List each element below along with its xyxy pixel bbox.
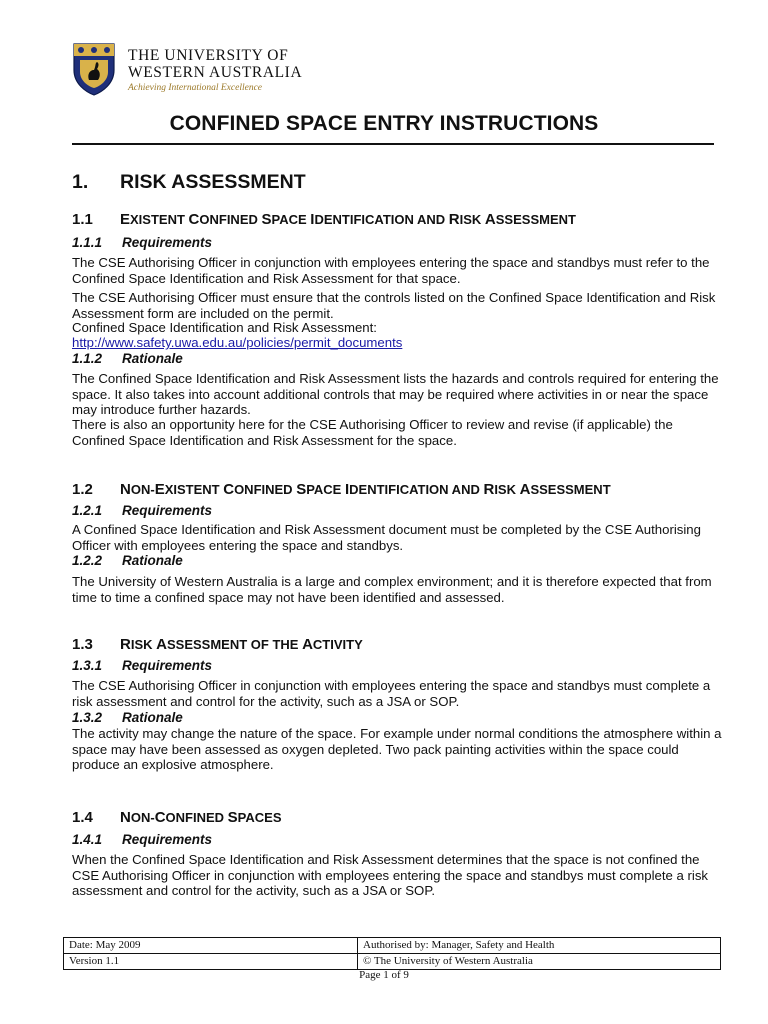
section-1-1-1-number: 1.1.1 [72,235,103,250]
section-1-3-1-number: 1.3.1 [72,658,103,673]
footer-date: Date: May 2009 [64,938,358,954]
footer-version: Version 1.1 [64,954,358,970]
paragraph: The activity may change the nature of the space. For example under normal conditions the atmosphere within a space may have been assessed as oxygen depleted. Two pack painting activities within the space could produce an explosive atmosphere. [72,726,722,772]
permit-documents-link-row [72,335,722,351]
section-1-4-1-title: Requirements [122,832,213,847]
section-1-3-1-title: Requirements [122,658,213,673]
paragraph: The CSE Authorising Officer in conjunction with employees entering the space and standbys must complete a risk assessment and control for the activity, such as a JSA or SOP. [72,678,711,709]
footer-table [63,937,721,970]
section-1-3-1-heading [72,658,212,673]
section-1-1-1-heading [72,235,212,250]
section-1-4-1-heading [72,832,212,847]
section-1-3-title: RISK ASSESSMENT OF THE ACTIVITY [120,636,363,653]
section-1-3-2-heading [72,710,183,725]
paragraph: A Confined Space Identification and Risk Assessment document must be completed by the CSE Authorising Officer with employees entering the space and standbys. [72,522,701,553]
section-1-2-2-number: 1.2.2 [72,553,103,568]
section-1-4-title: NON-CONFINED SPACES [120,809,282,826]
section-1-1-1-title: Requirements [122,235,213,250]
section-1-1-title: EXISTENT CONFINED SPACE IDENTIFICATION AND RISK ASSESSMENT [120,211,576,228]
university-name [128,47,302,81]
university-motto: Achieving International Excellence [128,83,262,93]
section-1-2-heading [72,481,611,498]
section-1-2-2-heading [72,553,183,568]
footer-copyright: © The University of Western Australia [358,954,721,970]
section-1-1-2-heading [72,351,183,366]
section-1-2-1-title: Requirements [122,503,213,518]
university-name-line2: WESTERN AUSTRALIA [128,64,303,81]
table-row [64,938,721,954]
section-1-2-number: 1.2 [72,481,93,498]
document-title: CONFINED SPACE ENTRY INSTRUCTIONS [169,112,599,135]
university-crest-icon [72,42,116,96]
section-1-4-heading [72,809,282,826]
paragraph: The University of Western Australia is a large and complex environment; and it is therefore expected that from time to time a confined space may not have been identified and assessed. [72,574,712,605]
section-1-1-2-title: Rationale [122,351,183,366]
section-1-3-2-title: Rationale [122,710,183,725]
section-1-1-heading [72,211,576,228]
paragraph: The CSE Authorising Officer in conjunction with employees entering the space and standbys must refer to the Confined Space Identification and Risk Assessment for that space. [72,255,710,286]
section-1-3-number: 1.3 [72,636,93,653]
permit-documents-link[interactable]: http://www.safety.uwa.edu.au/policies/permit_documents [72,335,403,350]
section-1-2-title: NON-EXISTENT CONFINED SPACE IDENTIFICATION AND RISK ASSESSMENT [120,481,611,498]
table-row [64,954,721,970]
section-1-2-1-heading [72,503,212,518]
section-1-3-heading [72,636,363,653]
section-1-number: 1. [72,171,89,193]
section-1-title: RISK ASSESSMENT [120,171,306,193]
section-1-heading [72,171,306,194]
section-1-4-number: 1.4 [72,809,93,826]
footer-authorised: Authorised by: Manager, Safety and Health [358,938,721,954]
page-number: Page 1 of 9 [359,969,409,981]
paragraph: The CSE Authorising Officer must ensure that the controls listed on the Confined Space Identification and Risk Assessment form are included on the permit. [72,290,716,321]
paragraph: The Confined Space Identification and Risk Assessment lists the hazards and controls required for entering the space. It also takes into account additional controls that may be required where activities in or near the space may introduce further hazards. [72,371,719,417]
section-1-1-number: 1.1 [72,211,93,228]
paragraph: When the Confined Space Identification and Risk Assessment determines that the space is not confined the CSE Authorising Officer in conjunction with employees entering the space and standbys must complete a risk assessment and control for the activity, such as a JSA or SOP. [72,852,709,898]
section-1-2-1-number: 1.2.1 [72,503,103,518]
section-1-2-2-title: Rationale [122,553,183,568]
paragraph: There is also an opportunity here for the CSE Authorising Officer to review and revise (if applicable) the Confined Space Identification and Risk Assessment for the space. [72,417,673,448]
paragraph: Confined Space Identification and Risk Assessment: [72,320,377,335]
section-1-3-2-number: 1.3.2 [72,710,103,725]
section-1-1-2-number: 1.1.2 [72,351,103,366]
university-name-line1: THE UNIVERSITY OF [128,47,289,64]
section-1-4-1-number: 1.4.1 [72,832,103,847]
title-divider [72,143,714,145]
